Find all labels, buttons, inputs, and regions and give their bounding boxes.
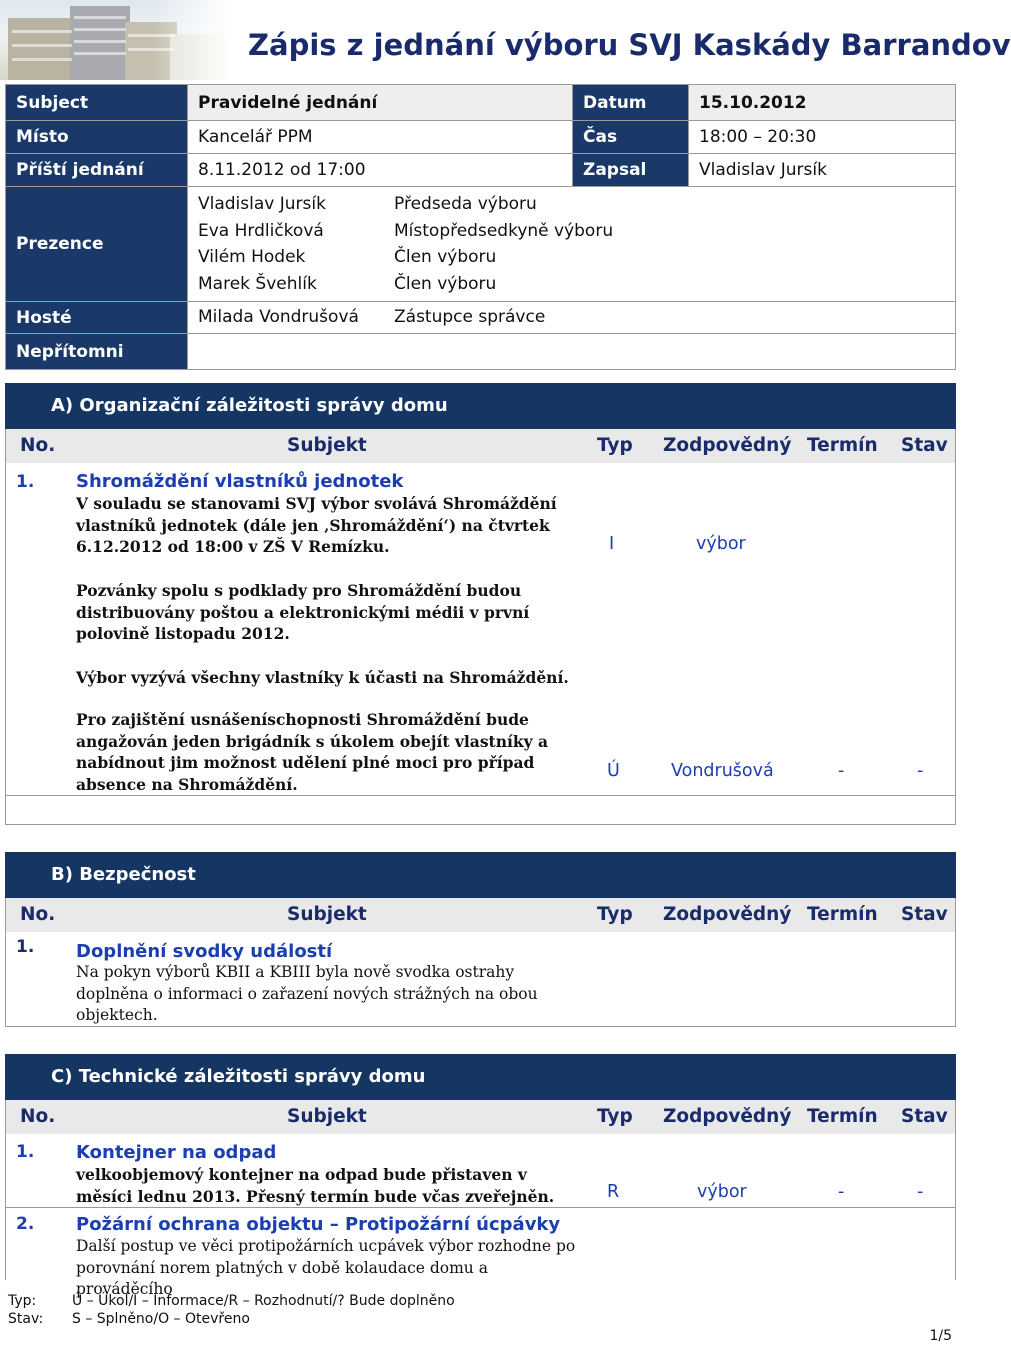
item-number: 1. xyxy=(16,1142,35,1162)
stav-value: - xyxy=(917,761,924,781)
logo-image xyxy=(0,0,232,80)
attendee-role: Předseda výboru xyxy=(394,194,537,214)
typ-value: R xyxy=(607,1182,620,1202)
col-subjekt: Subjekt xyxy=(287,1106,367,1127)
col-subjekt: Subjekt xyxy=(287,435,367,456)
prezence-list xyxy=(188,187,956,302)
attendee-name: Eva Hrdličková xyxy=(198,220,324,241)
item-number: 2. xyxy=(16,1214,35,1234)
section-a-column-header xyxy=(5,429,956,463)
legend-typ-value: Ú – Úkol/I – Informace/R – Rozhodnutí/? Bude doplněno xyxy=(72,1293,455,1309)
divider xyxy=(5,1207,956,1208)
item-number: 1. xyxy=(16,472,35,492)
legend-typ-label: Typ: xyxy=(8,1293,37,1309)
stav-value: - xyxy=(917,1182,924,1202)
section-c-header: C) Technické záležitosti správy domu xyxy=(5,1054,956,1100)
divider xyxy=(5,795,956,796)
item-title: Požární ochrana objektu – Protipožární úcpávky xyxy=(76,1214,561,1235)
item-title: Shromáždění vlastníků jednotek xyxy=(76,471,404,492)
zodpovedny-value: výbor xyxy=(696,534,746,554)
section-c-column-header xyxy=(5,1100,956,1134)
attendee-name: Marek Švehlík xyxy=(198,273,317,294)
item-text: Další postup ve věci protipožárních ucpávek výbor rozhodne po porovnání norem platných v době kolaudace domu a prováděcího xyxy=(76,1237,576,1298)
section-a-header: A) Organizační záležitosti správy domu xyxy=(5,383,956,429)
attendee-row xyxy=(198,218,945,245)
item-text: Výbor vyzývá všechny vlastníky k účasti na Shromáždění. xyxy=(76,668,569,687)
nepritomni-label: Nepřítomni xyxy=(6,334,188,370)
datum-value: 15.10.2012 xyxy=(689,85,956,121)
col-typ: Typ xyxy=(597,435,633,456)
item-title: Doplnění svodky událostí xyxy=(76,941,333,962)
misto-value: Kancelář PPM xyxy=(188,121,573,154)
col-zodpovedny: Zodpovědný xyxy=(663,435,792,456)
document-title: Zápis z jednání výboru SVJ Kaskády Barrandov xyxy=(248,28,1011,62)
col-typ: Typ xyxy=(597,1106,633,1127)
prezence-label: Prezence xyxy=(6,187,188,302)
attendee-role: Člen výboru xyxy=(394,273,497,294)
typ-value: Ú xyxy=(607,761,620,781)
typ-value: I xyxy=(609,534,615,554)
cas-label: Čas xyxy=(573,121,689,154)
hoste-label: Hosté xyxy=(6,302,188,334)
guest-role: Zástupce správce xyxy=(394,307,546,328)
attendee-row xyxy=(198,244,945,271)
col-subjekt: Subjekt xyxy=(287,904,367,925)
col-termin: Termín xyxy=(807,1106,878,1127)
item-text: Pro zajištění usnášeníschopnosti Shromáždění bude angažován jeden brigádník s úkolem obejít vlastníky a nabídnout jim možnost udělení plné moci pro případ absence na Shromáždění. xyxy=(76,710,549,794)
page-number: 1/5 xyxy=(929,1328,952,1344)
zodpovedny-value: výbor xyxy=(697,1182,747,1202)
pristi-value: 8.11.2012 od 17:00 xyxy=(188,154,573,187)
item-text: Na pokyn výborů KBII a KBIII byla nově svodka ostrahy doplněna o informaci o zařazení nových strážných na obou objektech. xyxy=(76,963,538,1024)
attendee-name: Vilém Hodek xyxy=(198,247,306,267)
col-typ: Typ xyxy=(597,904,633,925)
col-termin: Termín xyxy=(807,904,878,925)
col-stav: Stav xyxy=(901,435,948,456)
legend-typ xyxy=(8,1293,455,1309)
subject-label: Subject xyxy=(6,85,188,121)
legend-stav-value: S – Splněno/O – Otevřeno xyxy=(72,1311,250,1327)
col-zodpovedny: Zodpovědný xyxy=(663,1106,792,1127)
hoste-value xyxy=(188,302,956,334)
section-b-column-header xyxy=(5,898,956,932)
nepritomni-value xyxy=(188,334,956,370)
termin-value: - xyxy=(838,1182,845,1202)
item-text: velkoobjemový kontejner na odpad bude přistaven v měsíci lednu 2013. Přesný termín bude včas zveřejněn. xyxy=(76,1165,555,1206)
item-text: Pozvánky spolu s podklady pro Shromáždění budou distribuovány poštou a elektronickými médii v první polovině listopadu 2012. xyxy=(76,581,530,643)
datum-label: Datum xyxy=(573,85,689,121)
termin-value: - xyxy=(838,761,845,781)
col-zodpovedny: Zodpovědný xyxy=(663,904,792,925)
col-no: No. xyxy=(20,1106,56,1127)
legend-stav-label: Stav: xyxy=(8,1311,44,1327)
attendee-role: Místopředsedkyně výboru xyxy=(394,220,614,241)
item-text: V souladu se stanovami SVJ výbor svolává Shromáždění vlastníků jednotek (dále jen ‚Shromáždění‘) na čtvrtek 6.12.2012 od 18:00 v ZŠ V Remízku. xyxy=(76,494,557,556)
meeting-info-table xyxy=(5,84,956,370)
subject-value: Pravidelné jednání xyxy=(188,85,573,121)
pristi-label: Příští jednání xyxy=(6,154,188,187)
section-b-header: B) Bezpečnost xyxy=(5,852,956,898)
col-termin: Termín xyxy=(807,435,878,456)
item-number: 1. xyxy=(16,937,35,957)
cas-value: 18:00 – 20:30 xyxy=(689,121,956,154)
guest-name: Milada Vondrušová xyxy=(198,307,359,328)
misto-label: Místo xyxy=(6,121,188,154)
zapsal-value: Vladislav Jursík xyxy=(689,154,956,187)
col-no: No. xyxy=(20,435,56,456)
col-stav: Stav xyxy=(901,1106,948,1127)
attendee-role: Člen výboru xyxy=(394,247,497,267)
col-no: No. xyxy=(20,904,56,925)
attendee-row xyxy=(198,271,945,298)
legend-stav xyxy=(8,1311,250,1327)
item-title: Kontejner na odpad xyxy=(76,1142,277,1163)
zodpovedny-value: Vondrušová xyxy=(671,761,774,781)
attendee-name: Vladislav Jursík xyxy=(198,194,326,214)
zapsal-label: Zapsal xyxy=(573,154,689,187)
attendee-row xyxy=(198,191,945,218)
col-stav: Stav xyxy=(901,904,948,925)
